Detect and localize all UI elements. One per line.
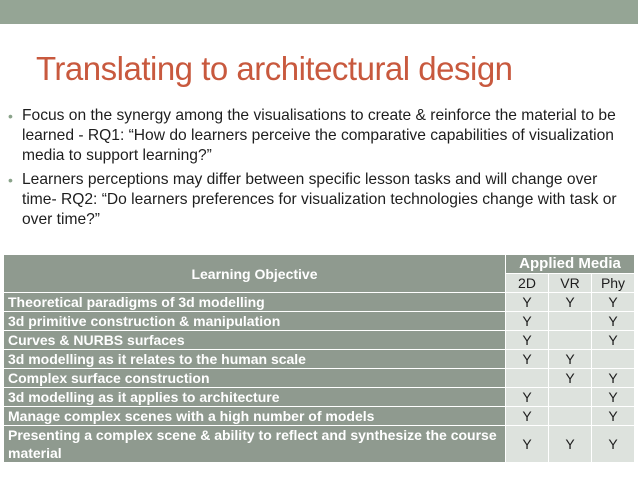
slide-title: Translating to architectural design bbox=[36, 50, 513, 87]
mark-cell-phy: Y bbox=[592, 312, 635, 331]
objective-cell: Manage complex scenes with a high number of models bbox=[4, 407, 506, 426]
bullet-dot-icon: • bbox=[8, 172, 13, 188]
mark-cell-vr: Y bbox=[549, 350, 592, 369]
top-header-band bbox=[0, 0, 638, 24]
bullet-item-rq1 bbox=[8, 106, 628, 166]
mark-cell-vr: Y bbox=[549, 369, 592, 388]
mark-cell-phy: Y bbox=[592, 369, 635, 388]
table-row bbox=[4, 312, 635, 331]
media-column-phy: Phy bbox=[592, 274, 635, 293]
media-column-vr: VR bbox=[549, 274, 592, 293]
table-row bbox=[4, 331, 635, 350]
table-row bbox=[4, 426, 635, 463]
table-header-row bbox=[4, 255, 635, 274]
mark-cell-vr: Y bbox=[549, 293, 592, 312]
mark-cell-vr bbox=[549, 312, 592, 331]
bullet-item-rq2 bbox=[8, 170, 628, 230]
table-row bbox=[4, 293, 635, 312]
mark-cell-phy bbox=[592, 350, 635, 369]
bullet-text: Learners perceptions may differ between specific lesson tasks and will change over time- RQ2: “Do learners preferences for visualization technologies change with task or over time?” bbox=[22, 171, 617, 228]
learning-objective-header: Learning Objective bbox=[4, 255, 506, 293]
table-row bbox=[4, 407, 635, 426]
mark-cell-phy: Y bbox=[592, 331, 635, 350]
learning-objectives-table bbox=[3, 254, 635, 463]
mark-cell-vr bbox=[549, 407, 592, 426]
mark-cell-2d bbox=[506, 369, 549, 388]
mark-cell-vr bbox=[549, 388, 592, 407]
mark-cell-phy: Y bbox=[592, 407, 635, 426]
applied-media-header: Applied Media bbox=[506, 255, 635, 274]
mark-cell-2d: Y bbox=[506, 312, 549, 331]
bullet-dot-icon: • bbox=[8, 108, 13, 124]
bullet-text: Focus on the synergy among the visualisations to create & reinforce the material to be learned - RQ1: “How do learners perceive the comparative capabilities of visualization media to support learning?” bbox=[22, 107, 616, 164]
mark-cell-2d: Y bbox=[506, 331, 549, 350]
objective-cell: 3d primitive construction & manipulation bbox=[4, 312, 506, 331]
mark-cell-2d: Y bbox=[506, 350, 549, 369]
mark-cell-2d: Y bbox=[506, 426, 549, 463]
mark-cell-vr: Y bbox=[549, 426, 592, 463]
mark-cell-2d: Y bbox=[506, 407, 549, 426]
mark-cell-2d: Y bbox=[506, 388, 549, 407]
objective-cell: Presenting a complex scene & ability to reflect and synthesize the course material bbox=[4, 426, 506, 463]
mark-cell-vr bbox=[549, 331, 592, 350]
mark-cell-phy: Y bbox=[592, 426, 635, 463]
objective-cell: 3d modelling as it applies to architecture bbox=[4, 388, 506, 407]
objective-cell: Theoretical paradigms of 3d modelling bbox=[4, 293, 506, 312]
table-row bbox=[4, 388, 635, 407]
objective-cell: Curves & NURBS surfaces bbox=[4, 331, 506, 350]
media-column-2d: 2D bbox=[506, 274, 549, 293]
bullet-list bbox=[8, 106, 628, 234]
table-row bbox=[4, 350, 635, 369]
mark-cell-phy: Y bbox=[592, 293, 635, 312]
table-row bbox=[4, 369, 635, 388]
objective-cell: Complex surface construction bbox=[4, 369, 506, 388]
mark-cell-2d: Y bbox=[506, 293, 549, 312]
objective-cell: 3d modelling as it relates to the human scale bbox=[4, 350, 506, 369]
mark-cell-phy: Y bbox=[592, 388, 635, 407]
